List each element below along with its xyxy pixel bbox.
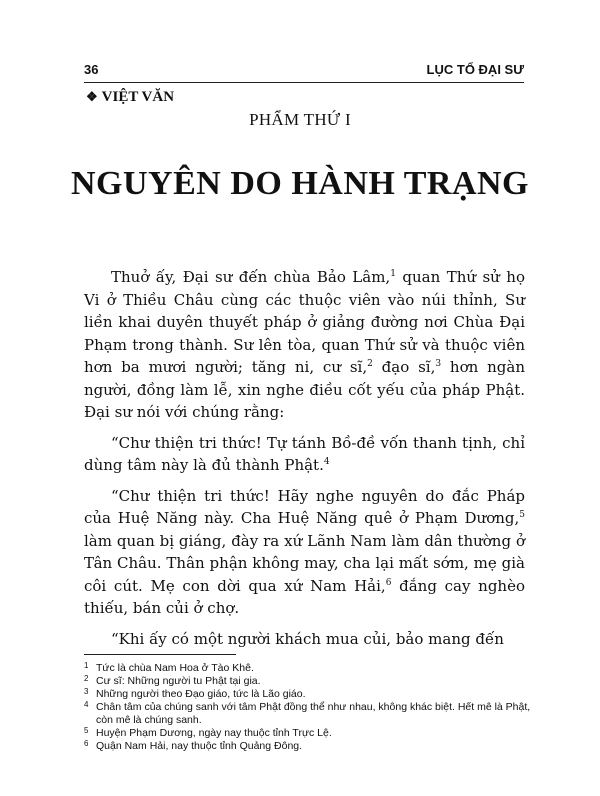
paragraph-1: [84, 266, 525, 424]
text-run: quan Thứ sử họ Vi ở Thiều Châu cùng các thuộc viên vào núi thỉnh, Sư liền khai duyên thuyết pháp ở giảng đường nơi Chùa Đại Phạm trong thành. Sư lên tòa, quan Thứ sử và thuộc viên hơn ba mươi người; tăng ni, cư sĩ,: [84, 268, 525, 376]
footnote-number: 4: [84, 700, 89, 709]
page-number: 36: [84, 62, 99, 77]
text-run: Thuở ấy, Đại sư đến chùa Bảo Lâm,: [111, 268, 391, 286]
footnote-ref: 4: [323, 457, 330, 467]
text-run: đạo sĩ,: [372, 358, 436, 376]
footnote-number: 5: [84, 726, 89, 735]
paragraph-4: [84, 628, 525, 651]
footnote-item: [84, 688, 532, 701]
footnote-ref: 6: [385, 577, 392, 588]
footnote-text: Những người theo Đạo giáo, tức là Lão giáo.: [96, 688, 306, 700]
section-label-text: VIỆT VĂN: [101, 89, 175, 105]
body-text: [84, 266, 525, 658]
footnote-number: 2: [84, 674, 89, 683]
footnote-ref: 3: [435, 359, 442, 369]
diamond-bullet-icon: ❖: [86, 89, 98, 104]
footnote-item: [84, 701, 532, 727]
footnote-number: 6: [84, 739, 89, 748]
footnote-ref: 1: [390, 269, 396, 279]
running-header: [84, 62, 524, 84]
text-run: hơn ngàn người, đồng làm lễ, xin nghe điều cốt yếu của pháp Phật. Đại sư nói với chúng rằng:: [84, 358, 525, 421]
chapter-number: PHẨM THỨ I: [249, 110, 351, 129]
paragraph-3: [84, 485, 525, 620]
text-run: “Chư thiện tri thức! Tự tánh Bồ-đề vốn thanh tịnh, chỉ dùng tâm này là đủ thành Phật.: [84, 433, 525, 474]
footnote-text: Chân tâm của chúng sanh với tâm Phật đồng thể như nhau, không khác biệt. Hết mê là Phật, còn mê là chúng sanh.: [96, 701, 531, 726]
text-run: “Khi ấy có một người khách mua củi, bảo mang đến: [111, 629, 504, 648]
footnote-ref: 5: [519, 510, 525, 520]
footnote-text: Cư sĩ: Những người tu Phật tại gia.: [96, 675, 261, 687]
footnote-number: 1: [84, 661, 89, 670]
book-title: LỤC TỔ ĐẠI SƯ: [426, 62, 524, 77]
text-run: đắng cay nghèo thiếu, bán củi ở chợ.: [84, 576, 525, 617]
footnotes: [84, 662, 532, 753]
text-run: “Chư thiện tri thức! Hãy nghe nguyên do đắc Pháp của Huệ Năng này. Cha Huệ Năng quê ở Phạm Dương,: [84, 486, 525, 527]
footnote-text: Tức là chùa Nam Hoa ở Tào Khê.: [96, 662, 254, 674]
header-rule: [84, 82, 524, 83]
section-label: [86, 89, 174, 106]
footnote-item: [84, 727, 532, 740]
footnote-text: Quận Nam Hải, nay thuộc tỉnh Quảng Đông.: [96, 740, 303, 752]
footnote-item: [84, 662, 532, 675]
footnote-rule: [84, 654, 236, 655]
footnote-text: Huyện Phạm Dương, ngày nay thuộc tỉnh Trực Lệ.: [96, 727, 332, 739]
footnote-ref: 2: [367, 359, 373, 369]
footnote-number: 3: [84, 687, 89, 696]
paragraph-2: [84, 432, 525, 477]
text-run: làm quan bị giáng, đày ra xứ Lãnh Nam làm dân thường ở Tân Châu. Thân phận không may, cha lại mất sớm, mẹ già côi cút. Mẹ con dời qua xứ Nam Hải,: [84, 531, 525, 595]
footnote-item: [84, 675, 532, 688]
chapter-title: NGUYÊN DO HÀNH TRẠNG: [70, 165, 529, 202]
footnote-item: [84, 740, 532, 753]
